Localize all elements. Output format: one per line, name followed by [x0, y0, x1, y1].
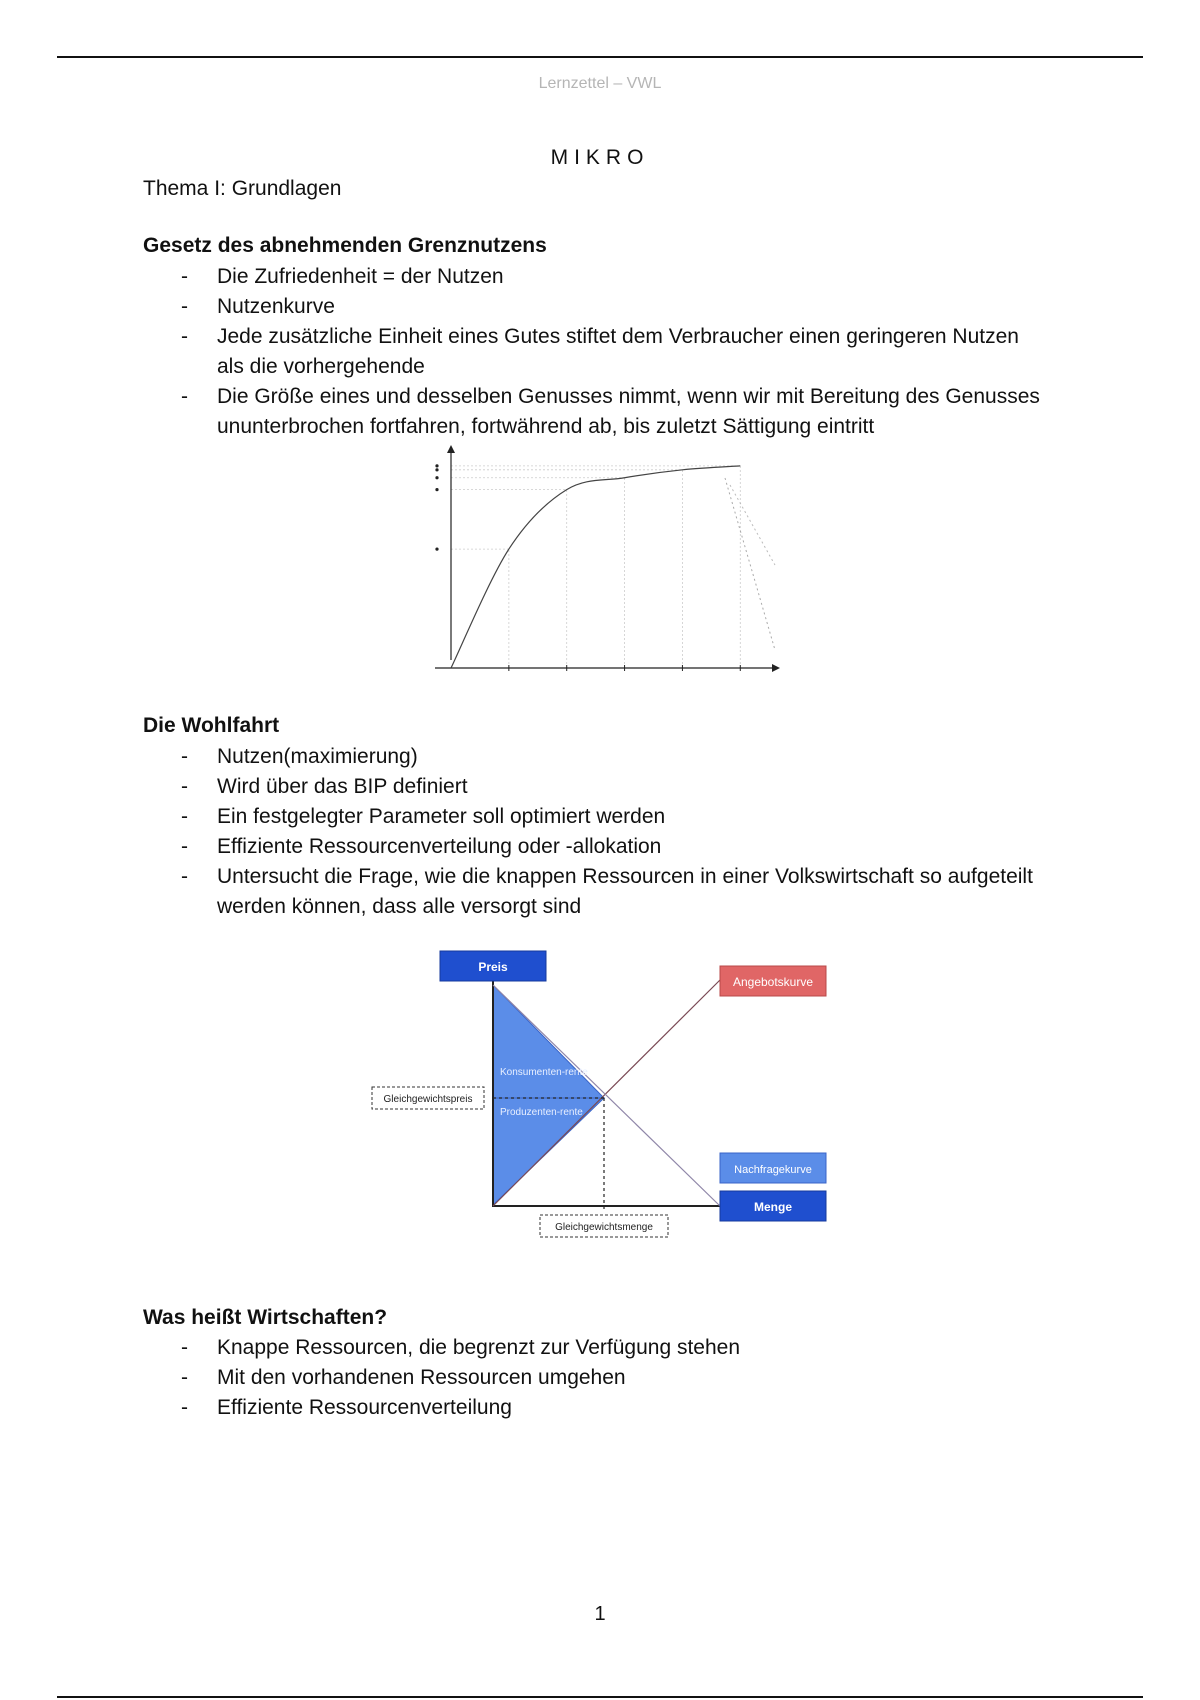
y-tick-mark	[435, 464, 438, 467]
x-axis-arrow	[772, 664, 780, 672]
bullet-list-wohlfahrt	[143, 742, 1043, 922]
running-header: Lernzettel – VWL	[538, 75, 662, 92]
list-item: - Nutzen(maximierung)	[143, 742, 1043, 772]
list-item: - Knappe Ressourcen, die begrenzt zur Verfügung stehen	[143, 1333, 1043, 1363]
utility-curve-line	[451, 466, 740, 668]
page-number: 1	[594, 1603, 606, 1625]
y-axis-arrow	[447, 445, 455, 453]
list-item: - Ein festgelegter Parameter soll optimiert werden	[143, 802, 1043, 832]
list-item: - Effiziente Ressourcenverteilung	[143, 1393, 1043, 1423]
utility-curve-chart	[395, 440, 785, 685]
list-item: - Untersucht die Frage, wie die knappen Ressourcen in einer Volkswirtschaft so aufgeteilt werden können, dass alle versorgt sind	[143, 862, 1043, 922]
topic-heading: Thema I: Grundlagen	[143, 177, 342, 200]
section-heading-wirtschaften: Was heißt Wirtschaften?	[143, 1306, 388, 1329]
y-tick-mark	[435, 468, 438, 471]
price-label: Preis	[478, 960, 508, 974]
section-heading-wohlfahrt: Die Wohlfahrt	[143, 714, 280, 737]
main-title: MIKRO	[550, 146, 650, 169]
supply-label: Angebotskurve	[732, 975, 814, 989]
consumer-surplus-label: Konsumenten-rente	[500, 1067, 588, 1078]
section-heading-grenznutzen: Gesetz des abnehmenden Grenznutzens	[143, 234, 547, 257]
equilibrium-quantity-label: Gleichgewichtsmenge	[555, 1222, 653, 1233]
demand-label: Nachfragekurve	[734, 1164, 812, 1176]
y-tick-mark	[435, 547, 438, 550]
top-rule	[57, 56, 1143, 58]
list-item: - Mit den vorhandenen Ressourcen umgehen	[143, 1363, 1043, 1393]
producer-surplus-label: Produzenten-rente	[500, 1107, 583, 1118]
decline-line	[730, 485, 775, 565]
welfare-diagram	[365, 945, 840, 1245]
y-tick-mark	[435, 488, 438, 491]
bullet-list-wirtschaften	[143, 1333, 1043, 1423]
list-item: - Wird über das BIP definiert	[143, 772, 1043, 802]
list-item: - Die Größe eines und desselben Genusses nimmt, wenn wir mit Bereitung des Genusses ununterbrochen fortfahren, fortwährend ab, bis zuletzt Sättigung eintritt	[143, 382, 1043, 442]
decline-line	[725, 478, 775, 650]
bottom-rule	[57, 1696, 1143, 1698]
y-axis-ticks	[435, 464, 740, 671]
equilibrium-price-label: Gleichgewichtspreis	[383, 1094, 473, 1105]
chart-grid	[451, 466, 740, 668]
y-tick-mark	[435, 476, 438, 479]
list-item: - Jede zusätzliche Einheit eines Gutes stiftet dem Verbraucher einen geringeren Nutzen als die vorhergehende	[143, 322, 1043, 382]
list-item: - Nutzenkurve	[143, 292, 1043, 322]
list-item: - Die Zufriedenheit = der Nutzen	[143, 262, 1043, 292]
list-item: - Effiziente Ressourcenverteilung oder -allokation	[143, 832, 1043, 862]
quantity-label: Menge	[753, 1200, 793, 1214]
bullet-list-grenznutzen	[143, 262, 1043, 442]
